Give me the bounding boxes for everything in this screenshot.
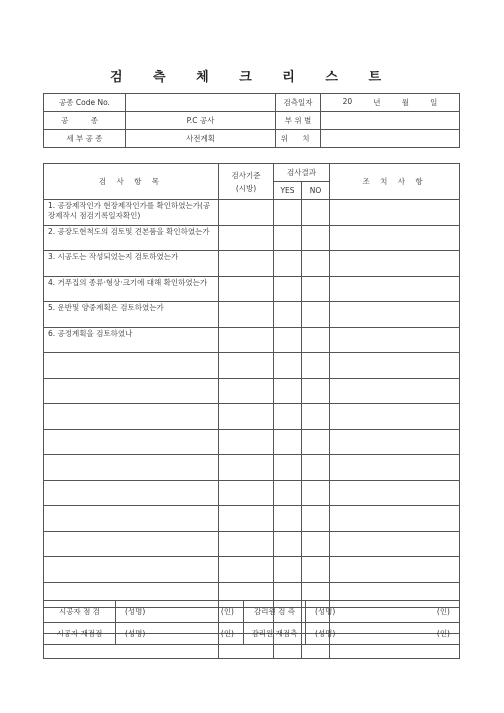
supervisor-check-field[interactable]: [306, 601, 460, 623]
seal-label: (인): [220, 607, 234, 616]
seal-label: (인): [436, 607, 450, 616]
check-item-text: 6. 공정계획을 검토하였나: [44, 327, 219, 353]
no-cell[interactable]: [302, 506, 330, 532]
check-item-text: 2. 공장도현척도의 검토및 견본품을 확인하였는가: [44, 225, 219, 251]
no-cell[interactable]: [302, 200, 330, 226]
standard-cell[interactable]: [219, 251, 274, 277]
name-label: (성명): [315, 607, 336, 616]
seal-label: (인): [220, 629, 234, 638]
action-cell[interactable]: [330, 378, 460, 404]
supervisor-recheck-label: 감리원 재검측: [244, 623, 306, 645]
yes-cell[interactable]: [274, 251, 302, 277]
action-header: 조 치 사 항: [330, 164, 460, 200]
date-year: 20: [342, 97, 353, 106]
check-item-text: [44, 404, 219, 430]
check-item-text: [44, 557, 219, 583]
part-field[interactable]: [321, 112, 460, 130]
checklist-row: [44, 378, 460, 404]
action-cell[interactable]: [330, 404, 460, 430]
standard-cell[interactable]: [219, 378, 274, 404]
checklist-row: [44, 327, 460, 353]
signature-table: [43, 600, 460, 645]
page-title: 검 측 체 크 리 스 트: [109, 70, 395, 85]
check-item-text: [44, 506, 219, 532]
check-item-text: [44, 378, 219, 404]
action-cell[interactable]: [330, 429, 460, 455]
location-field[interactable]: [321, 130, 460, 148]
yes-cell[interactable]: [274, 302, 302, 328]
yes-cell[interactable]: [274, 480, 302, 506]
checklist-row: [44, 276, 460, 302]
yes-cell[interactable]: [274, 557, 302, 583]
action-cell[interactable]: [330, 251, 460, 277]
standard-cell[interactable]: [219, 506, 274, 532]
code-label: 공종 Code No.: [44, 94, 126, 112]
contractor-check-label: 시공자 점 검: [44, 601, 116, 623]
location-label: 위 치: [276, 130, 321, 148]
name-label: (성명): [125, 607, 146, 616]
action-cell[interactable]: [330, 302, 460, 328]
yes-cell[interactable]: [274, 353, 302, 379]
yes-cell[interactable]: [274, 276, 302, 302]
action-cell[interactable]: [330, 327, 460, 353]
checklist-row: [44, 480, 460, 506]
action-cell[interactable]: [330, 200, 460, 226]
date-day-unit: 일: [430, 98, 438, 107]
checklist-table: [43, 163, 460, 659]
no-cell[interactable]: [302, 251, 330, 277]
contractor-check-field[interactable]: [116, 601, 244, 623]
action-cell[interactable]: [330, 225, 460, 251]
yes-cell[interactable]: [274, 506, 302, 532]
checklist-row: [44, 353, 460, 379]
action-cell[interactable]: [330, 531, 460, 557]
code-field[interactable]: [126, 94, 276, 112]
work-type-field[interactable]: P.C 공사: [126, 112, 276, 130]
no-cell[interactable]: [302, 276, 330, 302]
check-item-text: [44, 429, 219, 455]
no-cell[interactable]: [302, 404, 330, 430]
no-cell[interactable]: [302, 378, 330, 404]
contractor-recheck-label: 시공자 재점검: [44, 623, 116, 645]
check-item-text: 5. 운반및 양중계획은 검토하였는가: [44, 302, 219, 328]
check-item-text: [44, 455, 219, 481]
no-cell[interactable]: [302, 429, 330, 455]
no-cell[interactable]: [302, 302, 330, 328]
date-month-unit: 월: [401, 98, 409, 107]
name-label: (성명): [125, 629, 146, 638]
no-cell[interactable]: [302, 225, 330, 251]
checklist-row: [44, 506, 460, 532]
yes-cell[interactable]: [274, 225, 302, 251]
standard-cell[interactable]: [219, 455, 274, 481]
yes-cell[interactable]: [274, 429, 302, 455]
yes-cell[interactable]: [274, 378, 302, 404]
no-cell[interactable]: [302, 353, 330, 379]
name-label: (성명): [315, 629, 336, 638]
standard-cell[interactable]: [219, 404, 274, 430]
no-cell[interactable]: [302, 327, 330, 353]
result-header: 검사결과: [274, 164, 330, 182]
check-item-text: 3. 시공도는 작성되었는지 검토하였는가: [44, 251, 219, 277]
standard-header-line1: 검사기준: [231, 170, 261, 180]
checklist-row: [44, 251, 460, 277]
part-label: 부 위 별: [276, 112, 321, 130]
action-cell[interactable]: [330, 506, 460, 532]
info-table: [43, 93, 460, 148]
yes-cell[interactable]: [274, 404, 302, 430]
checklist-row: [44, 200, 460, 226]
no-cell[interactable]: [302, 455, 330, 481]
yes-cell[interactable]: [274, 200, 302, 226]
checklist-row: [44, 455, 460, 481]
action-cell[interactable]: [330, 557, 460, 583]
checklist-row: [44, 404, 460, 430]
supervisor-check-label: 감리원 검 측: [244, 601, 306, 623]
check-item-text: [44, 353, 219, 379]
yes-cell[interactable]: [274, 531, 302, 557]
standard-cell[interactable]: [219, 429, 274, 455]
seal-label: (인): [436, 629, 450, 638]
sub-work-label: 세 부 공 종: [44, 130, 126, 148]
yes-cell[interactable]: [274, 327, 302, 353]
yes-header: YES: [274, 182, 302, 200]
checklist-row: [44, 429, 460, 455]
date-year-unit: 년: [373, 98, 381, 107]
item-header: 검 사 항 목: [44, 164, 219, 200]
action-cell[interactable]: [330, 276, 460, 302]
checklist-row: [44, 531, 460, 557]
standard-header: [219, 164, 274, 200]
check-item-text: [44, 480, 219, 506]
standard-cell[interactable]: [219, 200, 274, 226]
standard-cell[interactable]: [219, 353, 274, 379]
checklist-row: [44, 302, 460, 328]
contractor-recheck-field[interactable]: [116, 623, 244, 645]
action-cell[interactable]: [330, 455, 460, 481]
standard-cell[interactable]: [219, 276, 274, 302]
no-cell[interactable]: [302, 557, 330, 583]
date-label: 검측일자: [276, 94, 321, 112]
sub-work-field[interactable]: 사전계획: [126, 130, 276, 148]
standard-cell[interactable]: [219, 531, 274, 557]
standard-cell[interactable]: [219, 557, 274, 583]
no-header: NO: [302, 182, 330, 200]
standard-cell[interactable]: [219, 327, 274, 353]
date-field[interactable]: [321, 94, 460, 112]
no-cell[interactable]: [302, 531, 330, 557]
checklist-row: [44, 225, 460, 251]
supervisor-recheck-field[interactable]: [306, 623, 460, 645]
standard-cell[interactable]: [219, 480, 274, 506]
no-cell[interactable]: [302, 480, 330, 506]
work-type-label: 공 종: [44, 112, 126, 130]
check-item-text: 1. 공장제작인가 현장제작인가를 확인하였는가(공장제작시 점검기록일자확인): [44, 200, 219, 226]
yes-cell[interactable]: [274, 455, 302, 481]
standard-header-line2: (시방): [235, 183, 257, 193]
check-item-text: [44, 531, 219, 557]
action-cell[interactable]: [330, 353, 460, 379]
standard-cell[interactable]: [219, 225, 274, 251]
checklist-row: [44, 557, 460, 583]
standard-cell[interactable]: [219, 302, 274, 328]
action-cell[interactable]: [330, 480, 460, 506]
check-item-text: 4. 거푸집의 종류·형상·크기에 대해 확인하였는가: [44, 276, 219, 302]
